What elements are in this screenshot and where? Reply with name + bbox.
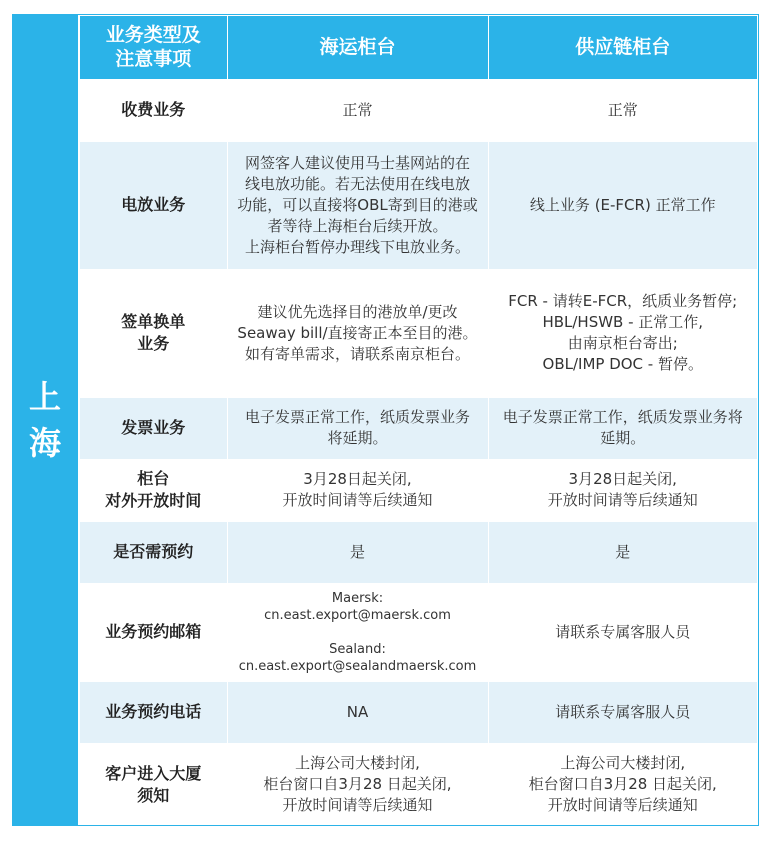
table-row xyxy=(79,397,758,459)
supply-cell: 正常 xyxy=(488,79,758,141)
supply-cell: 上海公司大楼封闭, 柜台窗口自3月28 日起关闭, 开放时间请等后续通知 xyxy=(488,743,758,827)
supply-cell: FCR - 请转E-FCR，纸质业务暂停; HBL/HSWB - 正常工作, 由南京柜台寄出; OBL/IMP DOC - 暂停。 xyxy=(488,269,758,397)
row-label: 发票业务 xyxy=(79,397,227,459)
row-label: 业务预约电话 xyxy=(79,681,227,743)
sea-cell: 建议优先选择目的港放单/更改 Seaway bill/直接寄正本至目的港。 如有寄单需求，请联系南京柜台。 xyxy=(227,269,488,397)
supply-cell: 3月28日起关闭, 开放时间请等后续通知 xyxy=(488,459,758,521)
table-row xyxy=(79,521,758,583)
header-sea-counter: 海运柜台 xyxy=(227,15,488,79)
maersk-label: Maersk: xyxy=(331,590,384,606)
row-label: 签单换单 业务 xyxy=(79,269,227,397)
sealand-label: Sealand: xyxy=(329,641,386,657)
table-row xyxy=(79,459,758,521)
notice-table-container xyxy=(12,14,759,826)
table-row xyxy=(79,743,758,827)
sea-cell: 电子发票正常工作，纸质发票业务 将延期。 xyxy=(227,397,488,459)
table-row xyxy=(79,681,758,743)
supply-cell: 请联系专属客服人员 xyxy=(488,681,758,743)
sea-cell: NA xyxy=(227,681,488,743)
sealand-email: cn.east.export@sealandmaersk.com xyxy=(238,658,477,674)
sea-cell: 正常 xyxy=(227,79,488,141)
sea-email-cell xyxy=(227,583,488,681)
row-label: 客户进入大厦 须知 xyxy=(79,743,227,827)
table-row xyxy=(79,583,758,681)
row-label: 柜台 对外开放时间 xyxy=(79,459,227,521)
row-label: 收费业务 xyxy=(79,79,227,141)
table-row xyxy=(79,79,758,141)
sea-cell: 是 xyxy=(227,521,488,583)
row-label: 电放业务 xyxy=(79,141,227,269)
sea-cell: 3月28日起关闭, 开放时间请等后续通知 xyxy=(227,459,488,521)
header-business-type: 业务类型及 注意事项 xyxy=(79,15,227,79)
row-label: 是否需预约 xyxy=(79,521,227,583)
supply-cell: 请联系专属客服人员 xyxy=(488,583,758,681)
header-supply-chain-counter: 供应链柜台 xyxy=(488,15,758,79)
sea-cell: 上海公司大楼封闭, 柜台窗口自3月28 日起关闭, 开放时间请等后续通知 xyxy=(227,743,488,827)
maersk-email: cn.east.export@maersk.com xyxy=(264,607,451,623)
table-row xyxy=(79,269,758,397)
sea-cell: 网签客人建议使用马士基网站的在 线电放功能。若无法使用在线电放 功能，可以直接将OBL寄到目的港或 者等待上海柜台后续开放。 上海柜台暂停办理线下电放业务。 xyxy=(227,141,488,269)
table-row xyxy=(79,141,758,269)
table-header-row xyxy=(79,15,758,79)
supply-cell: 电子发票正常工作，纸质发票业务将 延期。 xyxy=(488,397,758,459)
supply-cell: 线上业务 (E-FCR) 正常工作 xyxy=(488,141,758,269)
service-table xyxy=(78,14,759,828)
city-char: 上 xyxy=(28,378,61,416)
city-column xyxy=(12,14,78,826)
row-label: 业务预约邮箱 xyxy=(79,583,227,681)
supply-cell: 是 xyxy=(488,521,758,583)
city-char: 海 xyxy=(28,424,61,462)
